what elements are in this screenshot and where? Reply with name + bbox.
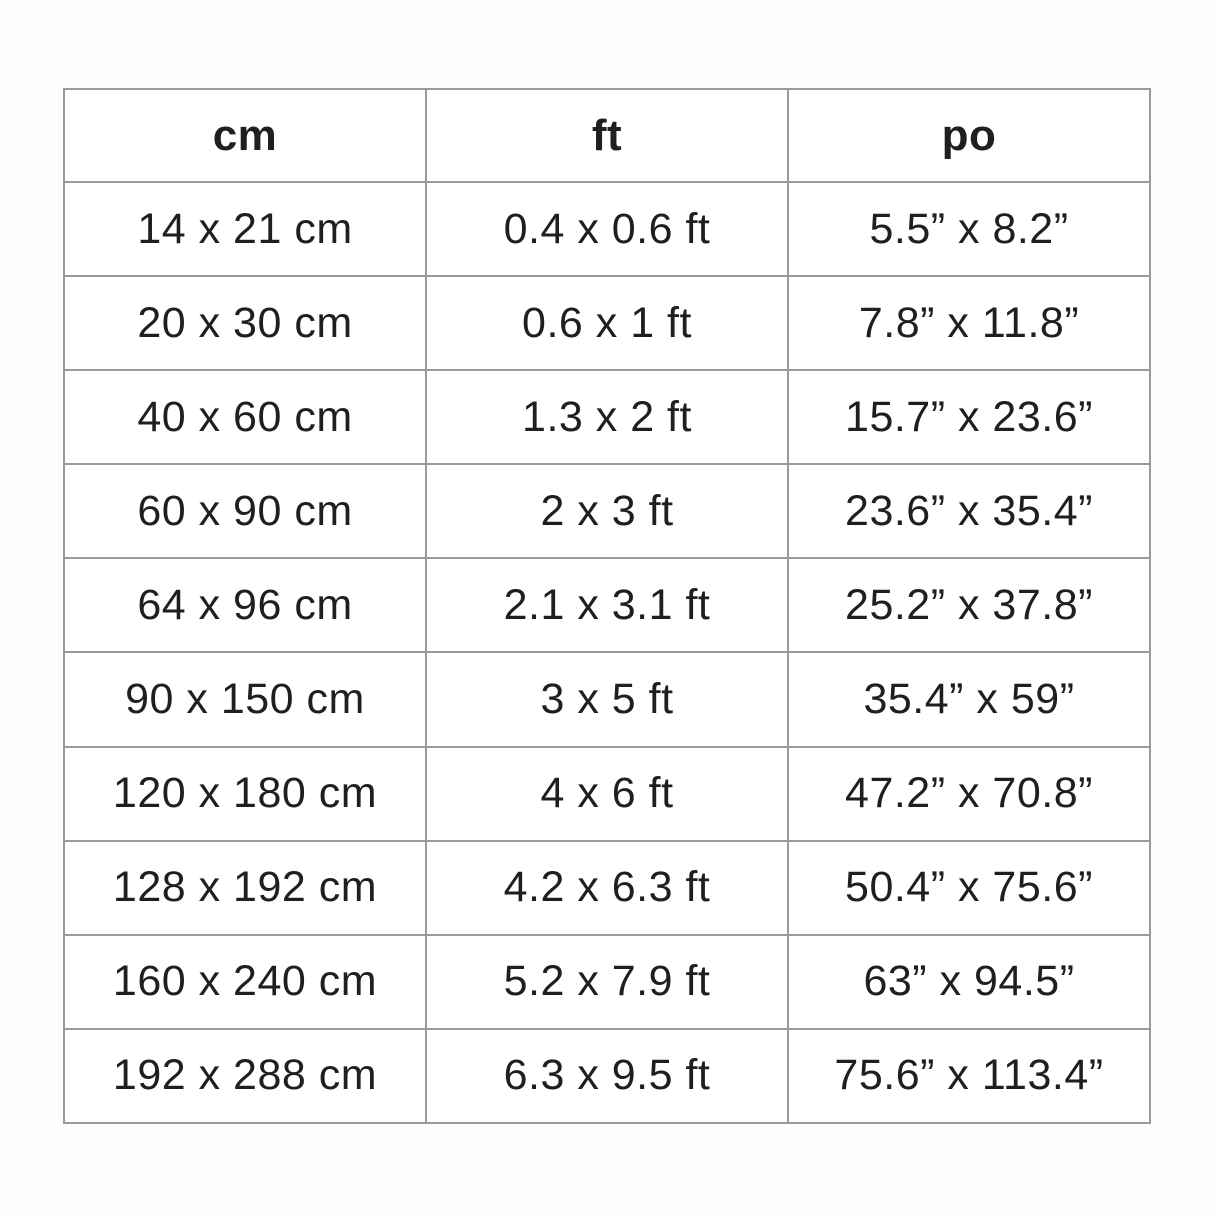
table-cell: 20 x 30 cm (64, 276, 426, 370)
size-table (63, 88, 1151, 1124)
table-header-row (64, 89, 1150, 182)
table-row (64, 747, 1150, 841)
table-row (64, 841, 1150, 935)
table-cell: 64 x 96 cm (64, 558, 426, 652)
column-header-2: ft (426, 89, 788, 182)
table-body (64, 182, 1150, 1123)
table-cell: 75.6” x 113.4” (788, 1029, 1150, 1123)
table-cell: 23.6” x 35.4” (788, 464, 1150, 558)
table-cell: 3 x 5 ft (426, 652, 788, 746)
table-cell: 47.2” x 70.8” (788, 747, 1150, 841)
table-cell: 4 x 6 ft (426, 747, 788, 841)
table-cell: 5.2 x 7.9 ft (426, 935, 788, 1029)
table-cell: 1.3 x 2 ft (426, 370, 788, 464)
table-cell: 0.6 x 1 ft (426, 276, 788, 370)
table-row (64, 935, 1150, 1029)
table-cell: 7.8” x 11.8” (788, 276, 1150, 370)
size-conversion-table (63, 88, 1151, 1124)
table-header (64, 89, 1150, 182)
table-row (64, 1029, 1150, 1123)
table-cell: 6.3 x 9.5 ft (426, 1029, 788, 1123)
column-header-3: po (788, 89, 1150, 182)
table-cell: 63” x 94.5” (788, 935, 1150, 1029)
table-cell: 60 x 90 cm (64, 464, 426, 558)
table-row (64, 652, 1150, 746)
table-row (64, 276, 1150, 370)
table-cell: 15.7” x 23.6” (788, 370, 1150, 464)
table-cell: 0.4 x 0.6 ft (426, 182, 788, 276)
table-cell: 40 x 60 cm (64, 370, 426, 464)
table-cell: 90 x 150 cm (64, 652, 426, 746)
table-cell: 4.2 x 6.3 ft (426, 841, 788, 935)
table-row (64, 558, 1150, 652)
table-cell: 2 x 3 ft (426, 464, 788, 558)
table-cell: 35.4” x 59” (788, 652, 1150, 746)
table-cell: 120 x 180 cm (64, 747, 426, 841)
table-row (64, 370, 1150, 464)
table-cell: 25.2” x 37.8” (788, 558, 1150, 652)
table-row (64, 182, 1150, 276)
table-row (64, 464, 1150, 558)
table-cell: 128 x 192 cm (64, 841, 426, 935)
table-cell: 50.4” x 75.6” (788, 841, 1150, 935)
table-cell: 5.5” x 8.2” (788, 182, 1150, 276)
column-header-1: cm (64, 89, 426, 182)
table-cell: 160 x 240 cm (64, 935, 426, 1029)
table-cell: 14 x 21 cm (64, 182, 426, 276)
table-cell: 2.1 x 3.1 ft (426, 558, 788, 652)
table-cell: 192 x 288 cm (64, 1029, 426, 1123)
